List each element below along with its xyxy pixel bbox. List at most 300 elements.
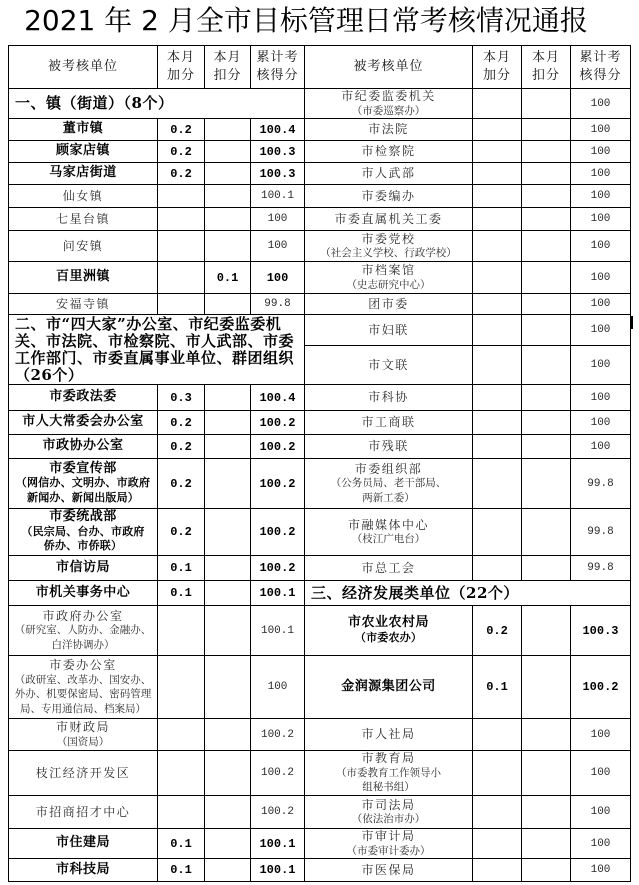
table-row <box>9 829 631 859</box>
header-minus-line: 扣分 <box>531 68 560 83</box>
unit-name-cell <box>9 208 158 231</box>
header-total-line: 累计考 <box>579 50 622 65</box>
plus-score-cell: 0.2 <box>473 606 522 656</box>
unit-name-cell <box>305 859 473 882</box>
table-row <box>9 163 631 185</box>
minus-score-cell <box>522 208 571 231</box>
minus-score-cell <box>205 385 251 411</box>
unit-name-line: 新闻办、新闻出版局） <box>27 490 139 504</box>
table-row <box>9 656 631 719</box>
plus-score-cell: 0.2 <box>158 459 205 509</box>
total-score-cell: 100.3 <box>571 606 631 656</box>
total-score-cell: 100 <box>571 411 631 435</box>
unit-name-line: 市检察院 <box>361 144 416 159</box>
section-title-line: （26个） <box>15 365 84 384</box>
unit-name-cell <box>9 411 158 435</box>
section-title-line: 工作部门、市委直属事业单位、群团组织 <box>15 348 295 367</box>
table-row <box>9 859 631 882</box>
unit-name-line: 市纪委监委机关 <box>341 89 436 103</box>
unit-name-line: 市档案馆 <box>361 263 416 277</box>
table-row <box>9 208 631 231</box>
plus-score-cell <box>473 829 522 859</box>
total-score-cell: 100.2 <box>251 719 305 751</box>
unit-name-line: 市住建局 <box>55 835 110 851</box>
unit-name-cell <box>9 185 158 208</box>
total-score-cell: 100 <box>251 231 305 262</box>
unit-name-cell <box>305 509 473 556</box>
minus-score-cell <box>205 294 251 315</box>
unit-name-line: 市委宣传部 <box>49 460 117 476</box>
unit-name-line: 市人武部 <box>361 166 416 181</box>
table-row <box>9 796 631 829</box>
total-score-cell: 100 <box>571 829 631 859</box>
unit-name-cell <box>305 119 473 141</box>
total-score-cell: 100.2 <box>251 411 305 435</box>
header-unit: 被考核单位 <box>305 46 473 89</box>
plus-score-cell: 0.2 <box>158 411 205 435</box>
table-row <box>9 751 631 796</box>
total-score-cell: 99.8 <box>571 459 631 509</box>
minus-score-cell <box>522 829 571 859</box>
minus-score-cell <box>522 119 571 141</box>
unit-name-line: 外办、机要保密局、密码管理 <box>14 688 152 700</box>
section-header-cell <box>305 581 631 606</box>
table-row <box>9 581 631 606</box>
plus-score-cell <box>473 719 522 751</box>
plus-score-cell <box>473 315 522 346</box>
minus-score-cell <box>522 346 571 385</box>
total-score-cell: 100.1 <box>251 859 305 882</box>
unit-name-cell <box>305 262 473 294</box>
unit-name-line: 金润源集团公司 <box>341 678 436 694</box>
total-score-cell: 100 <box>571 89 631 119</box>
minus-score-cell <box>522 315 571 346</box>
unit-name-cell <box>305 606 473 656</box>
minus-score-cell <box>205 141 251 163</box>
plus-score-cell: 0.2 <box>158 435 205 459</box>
plus-score-cell <box>473 185 522 208</box>
unit-name-cell <box>305 163 473 185</box>
plus-score-cell: 0.1 <box>158 829 205 859</box>
unit-name-cell <box>305 796 473 829</box>
minus-score-cell <box>522 262 571 294</box>
unit-name-cell <box>9 231 158 262</box>
unit-name-cell <box>9 796 158 829</box>
unit-name-line: （网信办、文明办、市政府 <box>15 476 151 490</box>
plus-score-cell: 0.2 <box>158 119 205 141</box>
unit-name-cell <box>9 719 158 751</box>
total-score-cell: 100 <box>571 185 631 208</box>
minus-score-cell <box>205 509 251 556</box>
unit-name-cell <box>305 556 473 581</box>
table-row <box>9 459 631 509</box>
minus-score-cell <box>522 385 571 411</box>
header-plus-line: 本月 <box>166 50 195 65</box>
unit-name-line: 市融媒体中心 <box>347 517 429 532</box>
plus-score-cell: 0.1 <box>473 656 522 719</box>
minus-score-cell <box>205 459 251 509</box>
unit-name-cell <box>9 829 158 859</box>
plus-score-cell <box>158 208 205 231</box>
table-row <box>9 411 631 435</box>
header-total-line: 核得分 <box>256 68 299 83</box>
plus-score-cell <box>158 606 205 656</box>
plus-score-cell <box>473 411 522 435</box>
table-row <box>9 385 631 411</box>
minus-score-cell <box>205 751 251 796</box>
unit-name-cell <box>305 719 473 751</box>
minus-score-cell <box>205 556 251 581</box>
table-row <box>9 556 631 581</box>
minus-score-cell <box>522 859 571 882</box>
minus-score-cell <box>205 411 251 435</box>
minus-score-cell <box>205 719 251 751</box>
unit-name-cell <box>9 656 158 719</box>
header-total-line: 核得分 <box>579 68 622 83</box>
unit-name-line: 两新工委） <box>362 491 415 504</box>
table-row <box>9 185 631 208</box>
minus-score-cell <box>522 89 571 119</box>
plus-score-cell <box>473 231 522 262</box>
plus-score-cell: 0.2 <box>158 141 205 163</box>
unit-name-line: 市委政法委 <box>49 389 117 405</box>
unit-name-line: 市信访局 <box>55 559 110 575</box>
unit-name-line: 顾家店镇 <box>55 143 110 159</box>
unit-name-line: 市文联 <box>368 357 409 372</box>
total-score-cell: 99.8 <box>251 294 305 315</box>
minus-score-cell <box>205 859 251 882</box>
text-cursor <box>631 316 633 329</box>
minus-score-cell <box>522 294 571 315</box>
unit-name-cell <box>9 859 158 882</box>
table-row <box>9 231 631 262</box>
unit-name-line: 市科协 <box>368 390 409 405</box>
plus-score-cell <box>473 294 522 315</box>
minus-score-cell <box>522 411 571 435</box>
unit-name-line: 市政府办公室 <box>42 608 124 623</box>
unit-name-line: 问安镇 <box>62 238 104 253</box>
table-row <box>9 315 631 346</box>
header-total <box>571 46 631 89</box>
total-score-cell: 100.2 <box>251 556 305 581</box>
unit-name-line: 市审计局 <box>361 829 416 843</box>
plus-score-cell <box>473 141 522 163</box>
table-row <box>9 606 631 656</box>
unit-name-line: 团市委 <box>368 296 409 311</box>
unit-name-line: 马家店街道 <box>49 165 117 181</box>
section-title-line: 三、经济发展类单位（22个） <box>311 583 519 602</box>
minus-score-cell <box>522 796 571 829</box>
plus-score-cell: 0.2 <box>158 509 205 556</box>
total-score-cell: 100 <box>571 796 631 829</box>
assessment-table <box>8 45 631 882</box>
plus-score-cell <box>473 89 522 119</box>
unit-name-cell <box>305 435 473 459</box>
total-score-cell: 100 <box>571 163 631 185</box>
unit-name-cell <box>305 185 473 208</box>
header-minus-line: 扣分 <box>213 68 242 83</box>
total-score-cell: 100 <box>571 859 631 882</box>
header-plus <box>158 46 205 89</box>
unit-name-line: 枝江经济开发区 <box>35 765 131 780</box>
total-score-cell: 100.2 <box>251 459 305 509</box>
minus-score-cell <box>522 141 571 163</box>
plus-score-cell <box>473 385 522 411</box>
plus-score-cell: 0.1 <box>158 556 205 581</box>
header-minus <box>205 46 251 89</box>
header-row <box>9 46 631 89</box>
minus-score-cell <box>522 231 571 262</box>
table-row <box>9 141 631 163</box>
minus-score-cell <box>522 435 571 459</box>
unit-name-cell <box>9 556 158 581</box>
unit-name-cell <box>9 141 158 163</box>
unit-name-cell <box>9 606 158 656</box>
header-total-line: 累计考 <box>256 50 299 65</box>
total-score-cell: 100.2 <box>251 751 305 796</box>
unit-name-line: 市机关事务中心 <box>35 584 131 600</box>
unit-name-cell <box>9 751 158 796</box>
unit-name-line: 董市镇 <box>62 121 104 137</box>
plus-score-cell <box>473 859 522 882</box>
total-score-cell: 100 <box>571 231 631 262</box>
unit-name-line: 七星台镇 <box>55 211 110 226</box>
unit-name-line: 市政协办公室 <box>42 438 124 454</box>
plus-score-cell <box>158 231 205 262</box>
unit-name-line: 百里洲镇 <box>55 269 110 285</box>
total-score-cell: 100 <box>571 262 631 294</box>
total-score-cell: 100.3 <box>251 141 305 163</box>
unit-name-cell <box>305 208 473 231</box>
minus-score-cell <box>205 231 251 262</box>
unit-name-line: （市委农办） <box>354 630 423 644</box>
unit-name-cell <box>9 459 158 509</box>
unit-name-cell <box>305 89 473 119</box>
table-row <box>9 294 631 315</box>
plus-score-cell <box>473 459 522 509</box>
unit-name-line: （研究室、人防办、金融办、 <box>14 624 152 637</box>
unit-name-line: 仙女镇 <box>62 188 104 203</box>
unit-name-line: （公务员局、老干部局、 <box>330 477 447 490</box>
unit-name-line: （史志研究中心） <box>346 278 431 291</box>
unit-name-line: 市人社局 <box>361 727 416 742</box>
plus-score-cell <box>158 751 205 796</box>
table-row <box>9 509 631 556</box>
plus-score-cell <box>158 796 205 829</box>
minus-score-cell <box>205 656 251 719</box>
table-row <box>9 89 631 119</box>
minus-score-cell <box>522 719 571 751</box>
unit-name-cell <box>305 231 473 262</box>
total-score-cell: 100 <box>251 262 305 294</box>
minus-score-cell <box>522 606 571 656</box>
total-score-cell: 100 <box>571 435 631 459</box>
plus-score-cell: 0.2 <box>158 163 205 185</box>
minus-score-cell <box>522 163 571 185</box>
table-body <box>9 89 631 882</box>
total-score-cell: 100 <box>571 208 631 231</box>
section-title-line: 一、镇（街道）（8个） <box>15 94 174 112</box>
section-header-cell <box>9 89 305 119</box>
unit-name-line: 市科技局 <box>55 861 110 877</box>
total-score-cell: 100.2 <box>251 435 305 459</box>
plus-score-cell <box>158 294 205 315</box>
plus-score-cell <box>473 435 522 459</box>
total-score-cell: 100 <box>571 385 631 411</box>
unit-name-cell <box>9 119 158 141</box>
plus-score-cell <box>473 208 522 231</box>
total-score-cell: 100.1 <box>251 185 305 208</box>
unit-name-line: 市妇联 <box>368 322 409 337</box>
minus-score-cell <box>205 208 251 231</box>
unit-name-cell <box>305 346 473 385</box>
minus-score-cell: 0.1 <box>205 262 251 294</box>
plus-score-cell <box>158 656 205 719</box>
total-score-cell: 100 <box>251 656 305 719</box>
unit-name-cell <box>305 141 473 163</box>
minus-score-cell <box>522 556 571 581</box>
total-score-cell: 100.1 <box>251 829 305 859</box>
plus-score-cell <box>158 719 205 751</box>
plus-score-cell <box>473 509 522 556</box>
minus-score-cell <box>205 435 251 459</box>
unit-name-line: 市医保局 <box>361 862 416 877</box>
total-score-cell: 100.2 <box>251 796 305 829</box>
header-total <box>251 46 305 89</box>
unit-name-line: 安福寺镇 <box>55 296 110 311</box>
plus-score-cell <box>473 796 522 829</box>
header-plus-line: 加分 <box>482 68 511 83</box>
unit-name-line: 组秘书组） <box>362 781 415 794</box>
plus-score-cell <box>473 751 522 796</box>
unit-name-line: 市司法局 <box>361 797 416 812</box>
unit-name-line: 市委直属机关工委 <box>334 211 443 226</box>
plus-score-cell <box>473 556 522 581</box>
unit-name-line: 市人大常委会办公室 <box>22 414 144 430</box>
unit-name-cell <box>9 509 158 556</box>
header-minus-line: 本月 <box>213 50 242 65</box>
unit-name-cell <box>305 315 473 346</box>
unit-name-cell <box>305 411 473 435</box>
plus-score-cell <box>473 262 522 294</box>
minus-score-cell <box>205 829 251 859</box>
minus-score-cell <box>205 163 251 185</box>
plus-score-cell <box>473 119 522 141</box>
total-score-cell: 100.1 <box>251 581 305 606</box>
total-score-cell: 99.8 <box>571 509 631 556</box>
header-plus-line: 本月 <box>482 50 511 65</box>
table-row <box>9 262 631 294</box>
section-title-line: 关、市法院、市检察院、市人武部、市委 <box>15 331 295 350</box>
header-minus-line: 本月 <box>531 50 560 65</box>
unit-name-line: 市法院 <box>368 122 409 137</box>
section-title-line: 二、市“四大家”办公室、市纪委监委机 <box>15 314 282 333</box>
unit-name-cell <box>9 294 158 315</box>
table-row <box>9 719 631 751</box>
unit-name-cell <box>9 385 158 411</box>
table-row <box>9 435 631 459</box>
unit-name-line: 侨办、市侨联） <box>43 539 123 553</box>
plus-score-cell <box>473 346 522 385</box>
section-header-cell <box>9 315 305 385</box>
minus-score-cell <box>205 185 251 208</box>
unit-name-line: 市招商招才中心 <box>35 804 131 819</box>
unit-name-cell <box>305 459 473 509</box>
total-score-cell: 100 <box>571 294 631 315</box>
unit-name-cell <box>305 751 473 796</box>
unit-name-line: 市工商联 <box>361 415 416 430</box>
header-minus <box>522 46 571 89</box>
total-score-cell: 100 <box>571 719 631 751</box>
unit-name-line: （枝江广电台） <box>351 533 426 545</box>
unit-name-line: （市委巡察办） <box>351 104 426 117</box>
unit-name-line: 白洋协调办） <box>51 638 115 651</box>
minus-score-cell <box>522 509 571 556</box>
unit-name-cell <box>305 829 473 859</box>
total-score-cell: 100.4 <box>251 119 305 141</box>
plus-score-cell: 0.1 <box>158 581 205 606</box>
minus-score-cell <box>205 119 251 141</box>
total-score-cell: 100 <box>571 315 631 346</box>
minus-score-cell <box>205 796 251 829</box>
total-score-cell: 100.1 <box>251 606 305 656</box>
unit-name-line: 市总工会 <box>361 560 416 575</box>
total-score-cell: 100 <box>571 751 631 796</box>
plus-score-cell <box>158 262 205 294</box>
unit-name-line: 市委办公室 <box>49 658 117 672</box>
header-plus-line: 加分 <box>166 68 195 83</box>
unit-name-line: （市委审计委办） <box>346 844 431 857</box>
unit-name-line: （国资局） <box>56 735 110 748</box>
total-score-cell: 100.2 <box>571 656 631 719</box>
unit-name-line: （政研室、改革办、国安办、 <box>14 673 152 686</box>
header-unit: 被考核单位 <box>9 46 158 89</box>
unit-name-line: （社会主义学校、行政学校） <box>320 247 457 259</box>
page-title: 2021 年 2 月全市目标管理日常考核情况通报 <box>24 4 588 37</box>
unit-name-line: 市残联 <box>368 439 409 454</box>
total-score-cell: 100 <box>571 119 631 141</box>
unit-name-cell <box>9 262 158 294</box>
minus-score-cell <box>522 459 571 509</box>
unit-name-line: 市农业农村局 <box>347 615 429 630</box>
minus-score-cell <box>205 606 251 656</box>
unit-name-line: 市委统战部 <box>49 509 117 525</box>
minus-score-cell <box>205 581 251 606</box>
total-score-cell: 100 <box>571 346 631 385</box>
unit-name-cell <box>9 581 158 606</box>
plus-score-cell <box>473 163 522 185</box>
table-header <box>9 46 631 89</box>
total-score-cell: 100 <box>251 208 305 231</box>
unit-name-cell <box>305 294 473 315</box>
minus-score-cell <box>522 185 571 208</box>
unit-name-line: 市委组织部 <box>354 461 423 476</box>
table-row <box>9 119 631 141</box>
unit-name-line: （依法治市办） <box>351 813 426 825</box>
plus-score-cell: 0.1 <box>158 859 205 882</box>
minus-score-cell <box>522 751 571 796</box>
unit-name-line: （市委教育工作领导小 <box>336 766 441 779</box>
unit-name-cell <box>305 656 473 719</box>
unit-name-line: 市教育局 <box>361 751 416 766</box>
unit-name-line: 市财政局 <box>55 720 110 734</box>
total-score-cell: 100 <box>571 141 631 163</box>
plus-score-cell <box>158 185 205 208</box>
unit-name-line: 局、专用通信局、档案局） <box>20 702 146 715</box>
minus-score-cell <box>522 656 571 719</box>
header-plus <box>473 46 522 89</box>
unit-name-line: （民宗局、台办、市政府 <box>21 524 145 538</box>
